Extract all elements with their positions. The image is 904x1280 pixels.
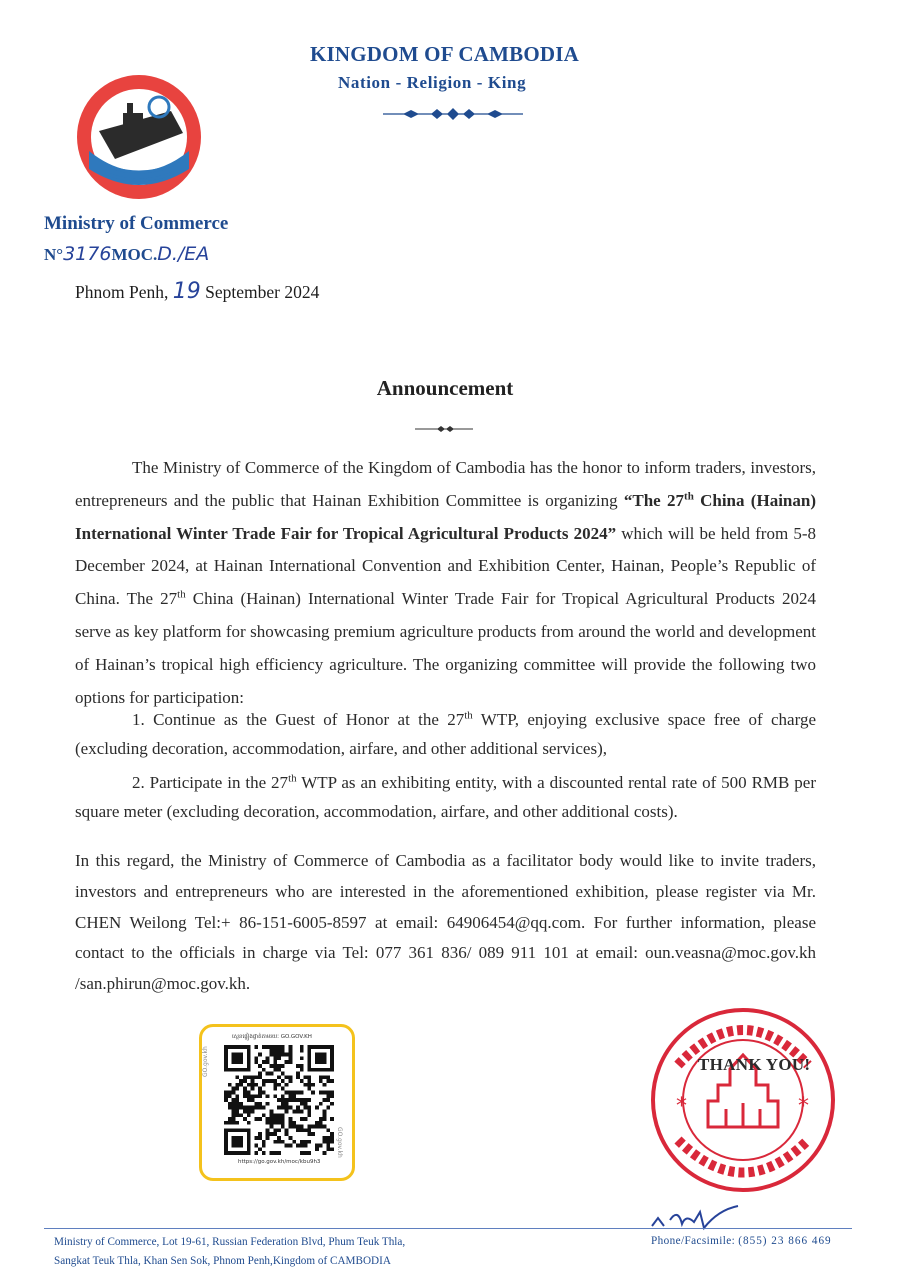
footer-phone	[651, 1235, 832, 1247]
qr-side-label-right: GO.gov.kh	[336, 1127, 344, 1158]
ministry-name: Ministry of Commerce	[44, 213, 229, 234]
para1-text-d: China (Hainan) International Winter Trade Fair for Tropical Agricultural Products 2024 serve as key platform for showcasing premium agriculture products from around the world and development of Hainan’s tropical high efficiency agriculture. The organizing committee will provide the following two options for participation:	[75, 589, 816, 707]
svg-text:*: *	[798, 1094, 809, 1119]
para1-text-a: The Ministry of Commerce of the Kingdom of Cambodia has the honor to inform traders, investors, entrepreneurs and the public that Hainan Exhibition Committee is organizing	[75, 458, 816, 510]
qr-code[interactable]	[224, 1045, 334, 1155]
fair-name-bold-2: China (Hainan) International Winter Trade Fair for Tropical Agricultural Products 2024”	[75, 490, 816, 543]
date-city: Phnom Penh,	[75, 282, 173, 302]
ref-suffix-handwritten: D./EA	[157, 243, 210, 265]
official-seal	[648, 1005, 838, 1195]
footer-address-line-2: Sangkat Teuk Thla, Khan Sen Sok, Phnom Penh,Kingdom of CAMBODIA	[54, 1255, 391, 1267]
phone-label: Phone/Facsimile:	[651, 1235, 739, 1247]
item1-sup: th	[464, 709, 473, 722]
svg-text:*: *	[676, 1094, 687, 1119]
qr-side-label-left: GO.gov.kh	[202, 1046, 209, 1077]
fair-name-bold-1: “The 27	[623, 490, 685, 510]
announcement-paragraph-2	[75, 846, 816, 1000]
announcement-title: Announcement	[376, 376, 514, 400]
fair-name-sup: th	[684, 490, 694, 503]
option-item-1	[75, 705, 816, 763]
announcement-paragraph-1	[75, 452, 816, 714]
para2-text: In this regard, the Ministry of Commerce of Cambodia as a facilitator body would like to invite traders, investors and entrepreneurs who are interested in the aforementioned exhibition, please register via Mr. CHEN Weilong Tel:+ 86-151-6005-8597 at email: 64906454@qq.com. For further information, please contact to the officials in charge via Tel: 077 361 836/ 089 911 101 at email: oun.veasna@moc.gov.kh /san.phirun@moc.gov.kh.	[75, 851, 816, 994]
ref-middle: MOC.	[111, 245, 158, 264]
phone-number: (855) 23 866 469	[738, 1235, 832, 1247]
ministry-logo	[75, 73, 203, 201]
reference-number	[44, 243, 209, 265]
seal-overlay-text: THANK YOU!	[698, 1055, 811, 1074]
qr-caption: ស្កេនផ្ទៀងផ្ទាត់តាមរយៈ GO.GOV.KH	[232, 1034, 312, 1040]
header-ornament	[383, 106, 523, 122]
footer-divider	[44, 1228, 852, 1229]
para1-sup: th	[177, 588, 186, 601]
footer-address-line-1: Ministry of Commerce, Lot 19-61, Russian Federation Blvd, Phum Teuk Thla,	[54, 1236, 406, 1248]
item1-text-a: 1. Continue as the Guest of Honor at the 27	[132, 710, 465, 729]
date-rest: September 2024	[200, 282, 320, 302]
ref-prefix: N°	[44, 245, 64, 264]
date-day-handwritten: 19	[172, 279, 201, 304]
footer-address	[54, 1233, 405, 1271]
title-ornament	[415, 424, 473, 434]
para1-text-c: which will be held from 5-8 December 2024, at Hainan International Convention and Exhibition Center, Hainan, People’s Republic of China. The 27	[75, 523, 816, 609]
item2-text-a: 2. Participate in the 27	[132, 773, 289, 792]
country-title: KINGDOM OF CAMBODIA	[310, 42, 580, 66]
national-motto: Nation - Religion - King	[338, 73, 527, 92]
qr-url: https://go.gov.kh/moc/kbu9h3	[238, 1159, 321, 1165]
item2-text-b: WTP as an exhibiting entity, with a discounted rental rate of 500 RMB per square meter (excluding decoration, accommodation, airfare, and other additional costs).	[75, 773, 816, 821]
document-date	[75, 279, 319, 304]
item2-sup: th	[288, 772, 297, 785]
qr-verification-card	[199, 1024, 355, 1181]
item1-text-b: WTP, enjoying exclusive space free of charge (excluding decoration, accommodation, airfare, and other additional services),	[75, 710, 816, 758]
option-item-2	[75, 768, 816, 826]
ref-number-handwritten: 3176	[63, 243, 112, 265]
